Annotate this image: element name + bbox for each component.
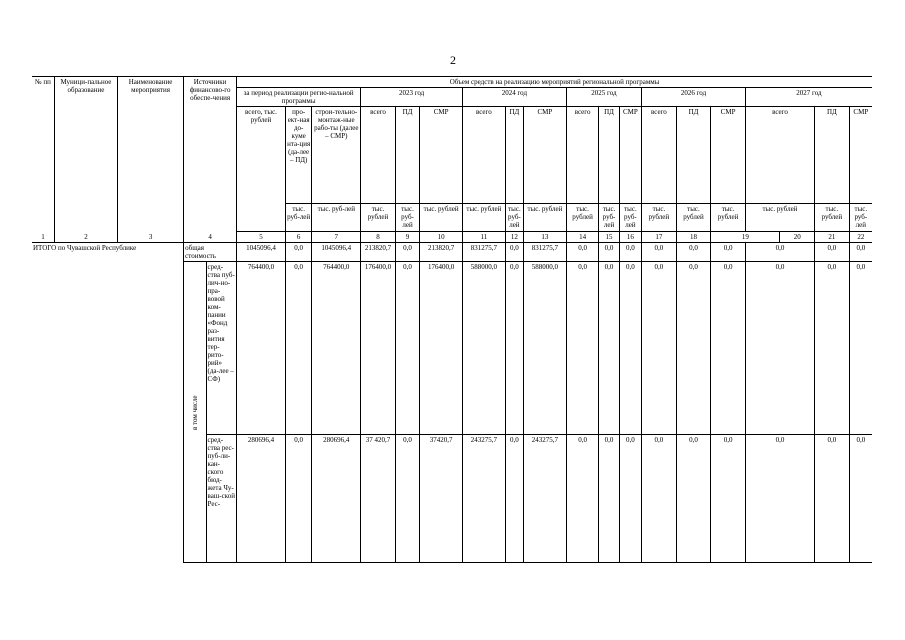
col-number: 3	[117, 232, 183, 243]
header-2026-smr: СМР	[711, 107, 746, 204]
value-cell: 764400,0	[237, 262, 286, 435]
value-cell: 0,0	[745, 243, 814, 262]
value-cell: 37 420,7	[361, 435, 396, 563]
value-cell: 280696,4	[312, 435, 361, 563]
unit-c21: тыс. рублей	[815, 204, 850, 232]
unit-c15: тыс. руб-лей	[599, 204, 619, 232]
value-cell: 0,0	[566, 262, 599, 435]
col-number: 13	[524, 232, 567, 243]
value-cell: 0,0	[566, 243, 599, 262]
unit-c11: тыс. рублей	[462, 204, 505, 232]
header-2027-pd: ПД	[815, 107, 850, 204]
value-cell: 37420,7	[420, 435, 463, 563]
value-cell: 0,0	[505, 435, 523, 563]
header-2023-pd: ПД	[395, 107, 419, 204]
value-cell: 0,0	[395, 435, 419, 563]
header-year-2024: 2024 год	[462, 88, 566, 107]
col-number: 10	[420, 232, 463, 243]
value-cell: 588000,0	[524, 262, 567, 435]
unit-c17: тыс. рублей	[642, 204, 677, 232]
header-2024-total: всего	[462, 107, 505, 204]
value-cell: 0,0	[619, 262, 641, 435]
value-cell: 0,0	[849, 435, 872, 563]
value-cell: 0,0	[676, 262, 711, 435]
header-volume: Объем средств на реализацию мероприятий региональной программы	[237, 77, 872, 88]
header-2025-smr: СМР	[619, 107, 641, 204]
col-number: 2	[54, 232, 117, 243]
unit-c6: тыс. руб-лей	[285, 204, 311, 232]
col-number: 6	[285, 232, 311, 243]
col-number: 21	[815, 232, 850, 243]
header-2026-total: всего	[642, 107, 677, 204]
value-cell: 0,0	[285, 262, 311, 435]
value-cell: 0,0	[711, 262, 746, 435]
col-number: 1	[32, 232, 54, 243]
value-cell: 0,0	[566, 435, 599, 563]
value-cell: 243275,7	[462, 435, 505, 563]
unit-c16: тыс. руб-лей	[619, 204, 641, 232]
value-cell: 588000,0	[462, 262, 505, 435]
header-sources: Источники финансово-го обеспе-чения	[184, 77, 237, 232]
unit-c22: тыс. руб-лей	[849, 204, 872, 232]
col-number: 19	[711, 232, 780, 243]
value-cell: 0,0	[815, 435, 850, 563]
value-cell: 0,0	[505, 262, 523, 435]
col-number: 12	[505, 232, 523, 243]
value-cell: 0,0	[849, 262, 872, 435]
header-2023-total: всего	[361, 107, 396, 204]
header-year-2027: 2027 год	[745, 88, 872, 107]
table-row	[32, 243, 872, 262]
col-number: 7	[312, 232, 361, 243]
value-cell: 0,0	[815, 243, 850, 262]
col-number: 4	[184, 232, 237, 243]
header-2023-smr: СМР	[420, 107, 463, 204]
program-funding-table	[32, 76, 872, 563]
header-2027-smr: СМР	[853, 108, 869, 116]
source-rb: сред-ства рес-пуб-ли-кан-ского бюд-жета Чу-ваш-ской Рес-	[206, 435, 237, 563]
col-number: 9	[395, 232, 419, 243]
value-cell: 0,0	[395, 262, 419, 435]
value-cell: 0,0	[505, 243, 523, 262]
value-cell: 0,0	[745, 262, 814, 435]
unit-c19: тыс. рублей	[711, 204, 746, 232]
col-number: 22	[849, 232, 872, 243]
value-cell: 831275,7	[524, 243, 567, 262]
header-pd-long: про-ект-ная до-куме нта-ция (да-лее – ПД)	[285, 107, 311, 204]
value-cell: 831275,7	[462, 243, 505, 262]
value-cell: 243275,7	[524, 435, 567, 563]
header-period: за период реализации регио-нальной программы	[237, 88, 361, 107]
unit-c12: тыс. руб-лей	[505, 204, 523, 232]
header-2025-pd: ПД	[599, 107, 619, 204]
in-that-number-label: в том числе	[184, 262, 206, 563]
value-cell: 0,0	[711, 243, 746, 262]
value-cell: 0,0	[815, 262, 850, 435]
unit-c20: тыс. рублей	[745, 204, 814, 232]
unit-c7: тыс. руб-лей	[312, 204, 361, 232]
value-cell: 0,0	[599, 243, 619, 262]
unit-c14: тыс. рублей	[566, 204, 599, 232]
value-cell: 0,0	[619, 243, 641, 262]
value-cell: 0,0	[711, 435, 746, 563]
value-cell: 0,0	[395, 243, 419, 262]
value-cell: 0,0	[745, 435, 814, 563]
header-2024-smr: СМР	[524, 107, 567, 204]
source-sf: сред-ства пуб-лич-но-пра-вовой ком-пании «Фонд раз-вития тер-рито-рий» (да-лее – СФ)	[206, 262, 237, 435]
col-number: 5	[237, 232, 286, 243]
header-municipality: Муници-пальное образование	[54, 77, 117, 232]
header-2027-total: всего	[745, 107, 814, 204]
value-cell: 280696,4	[237, 435, 286, 563]
header-smr-long: строи-тельно-монтаж-ные рабо-ты (далее – СМР)	[312, 107, 361, 204]
value-cell: 764400,0	[312, 262, 361, 435]
col-number: 15	[599, 232, 619, 243]
total-label: ИТОГО по Чувашской Республике	[33, 244, 137, 252]
unit-c9: тыс. руб-лей	[395, 204, 419, 232]
value-cell: 213820,7	[420, 243, 463, 262]
col-number: 11	[462, 232, 505, 243]
header-2026-pd: ПД	[676, 107, 711, 204]
col-number: 18	[676, 232, 711, 243]
page-number: 2	[450, 53, 456, 67]
header-year-2023: 2023 год	[361, 88, 463, 107]
value-cell: 0,0	[285, 243, 311, 262]
header-year-2025: 2025 год	[566, 88, 641, 107]
value-cell: 1045096,4	[312, 243, 361, 262]
source-total-cost: общая стоимость	[184, 243, 237, 262]
header-year-2026: 2026 год	[642, 88, 746, 107]
value-cell: 176400,0	[420, 262, 463, 435]
value-cell: 0,0	[619, 435, 641, 563]
value-cell: 0,0	[642, 243, 677, 262]
unit-c8: тыс. рублей	[361, 204, 396, 232]
col-number: 17	[642, 232, 677, 243]
header-num: № пп	[32, 77, 54, 232]
col-number: 20	[780, 232, 815, 243]
value-cell: 1045096,4	[237, 243, 286, 262]
header-event-name: Наименование мероприятия	[117, 77, 183, 232]
value-cell: 0,0	[642, 262, 677, 435]
unit-c13: тыс. рублей	[524, 204, 567, 232]
value-cell: 0,0	[642, 435, 677, 563]
col-number: 14	[566, 232, 599, 243]
unit-c10: тыс. рублей	[420, 204, 463, 232]
value-cell: 0,0	[285, 435, 311, 563]
value-cell: 0,0	[676, 435, 711, 563]
header-total-thousands: всего, тыс. рублей	[237, 107, 286, 232]
value-cell: 0,0	[856, 244, 866, 252]
col-number: 8	[361, 232, 396, 243]
value-cell: 0,0	[676, 243, 711, 262]
unit-c18: тыс. рублей	[676, 204, 711, 232]
value-cell: 213820,7	[361, 243, 396, 262]
col-number: 16	[619, 232, 641, 243]
header-2025-total: всего	[566, 107, 599, 204]
value-cell: 176400,0	[361, 262, 396, 435]
value-cell: 0,0	[599, 262, 619, 435]
header-2024-pd: ПД	[505, 107, 523, 204]
value-cell: 0,0	[599, 435, 619, 563]
